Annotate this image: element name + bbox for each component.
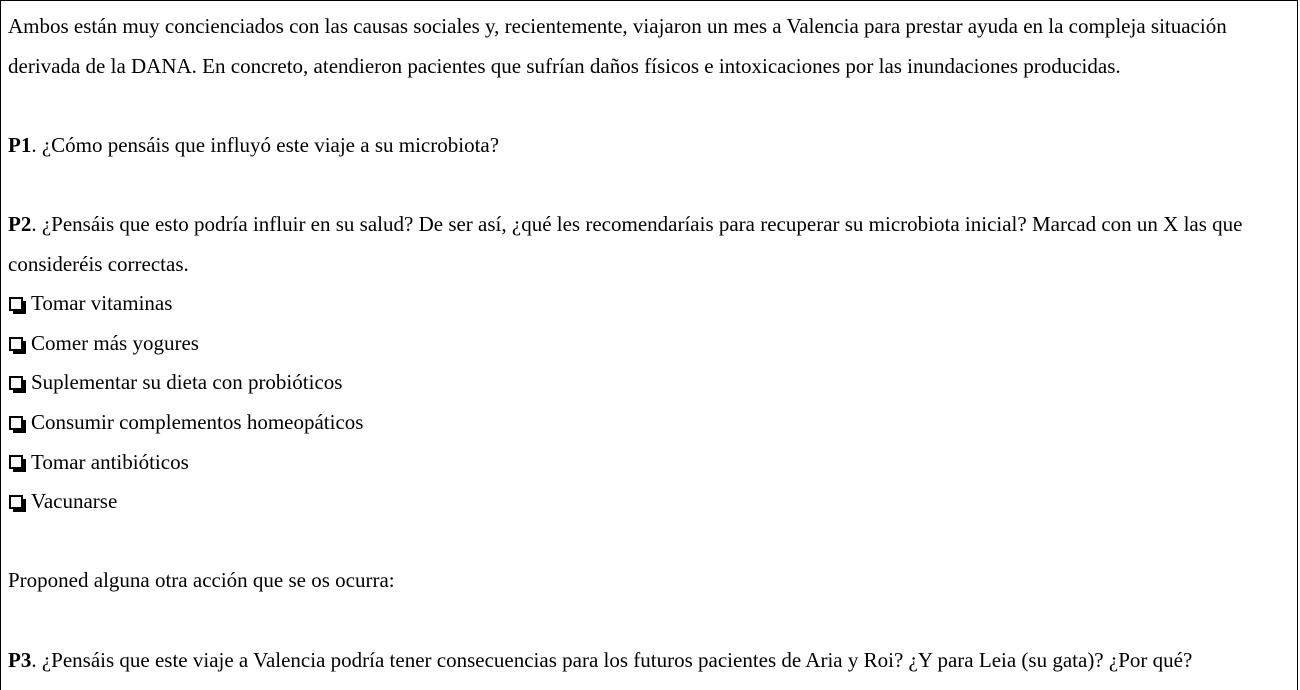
option-vacunarse (8, 482, 1292, 522)
question-p3-label: P3 (8, 647, 32, 672)
option-label: Tomar antibióticos (31, 449, 189, 474)
spacer (8, 86, 1292, 126)
option-label: Suplementar su dieta con probióticos (31, 370, 343, 395)
option-antibioticos (8, 443, 1292, 483)
spacer (8, 522, 1292, 562)
option-label: Comer más yogures (31, 330, 199, 355)
option-label: Vacunarse (31, 489, 118, 514)
checkbox-icon[interactable] (9, 337, 23, 351)
question-p3 (8, 641, 1292, 681)
document-body (8, 7, 1292, 680)
spacer (8, 601, 1292, 641)
checkbox-icon[interactable] (9, 416, 23, 430)
other-action-prompt: Proponed alguna otra acción que se os ocurra: (8, 568, 395, 593)
question-p2 (8, 205, 1292, 284)
question-p2-text: . ¿Pensáis que esto podría influir en su salud? De ser así, ¿qué les recomendaríais para recuperar su microbiota inicial? Marcad con un X las que consideréis correctas. (8, 211, 1243, 276)
option-label: Tomar vitaminas (31, 291, 173, 316)
checkbox-icon[interactable] (9, 455, 23, 469)
question-p1 (8, 126, 1292, 166)
question-p1-text: . ¿Cómo pensáis que influyó este viaje a su microbiota? (31, 132, 500, 157)
option-label: Consumir complementos homeopáticos (31, 409, 364, 434)
option-probioticos (8, 363, 1292, 403)
option-tomar-vitaminas (8, 284, 1292, 324)
spacer (8, 165, 1292, 205)
checkbox-icon[interactable] (9, 495, 23, 509)
checkbox-icon[interactable] (9, 376, 23, 390)
option-comer-yogures (8, 324, 1292, 364)
question-p2-label: P2 (8, 211, 32, 236)
intro-paragraph: Ambos están muy concienciados con las causas sociales y, recientemente, viajaron un mes a Valencia para prestar ayuda en la compleja situación derivada de la DANA. En concreto, atendieron pacientes que sufrían daños físicos e intoxicaciones por las inundaciones producidas. (8, 14, 1227, 78)
question-p1-label: P1 (8, 132, 32, 157)
checkbox-icon[interactable] (9, 297, 23, 311)
question-p3-text: . ¿Pensáis que este viaje a Valencia podría tener consecuencias para los futuros pacientes de Aria y Roi? ¿Y para Leia (su gata)? ¿Por qué? (31, 647, 1193, 672)
option-homeopaticos (8, 403, 1292, 443)
